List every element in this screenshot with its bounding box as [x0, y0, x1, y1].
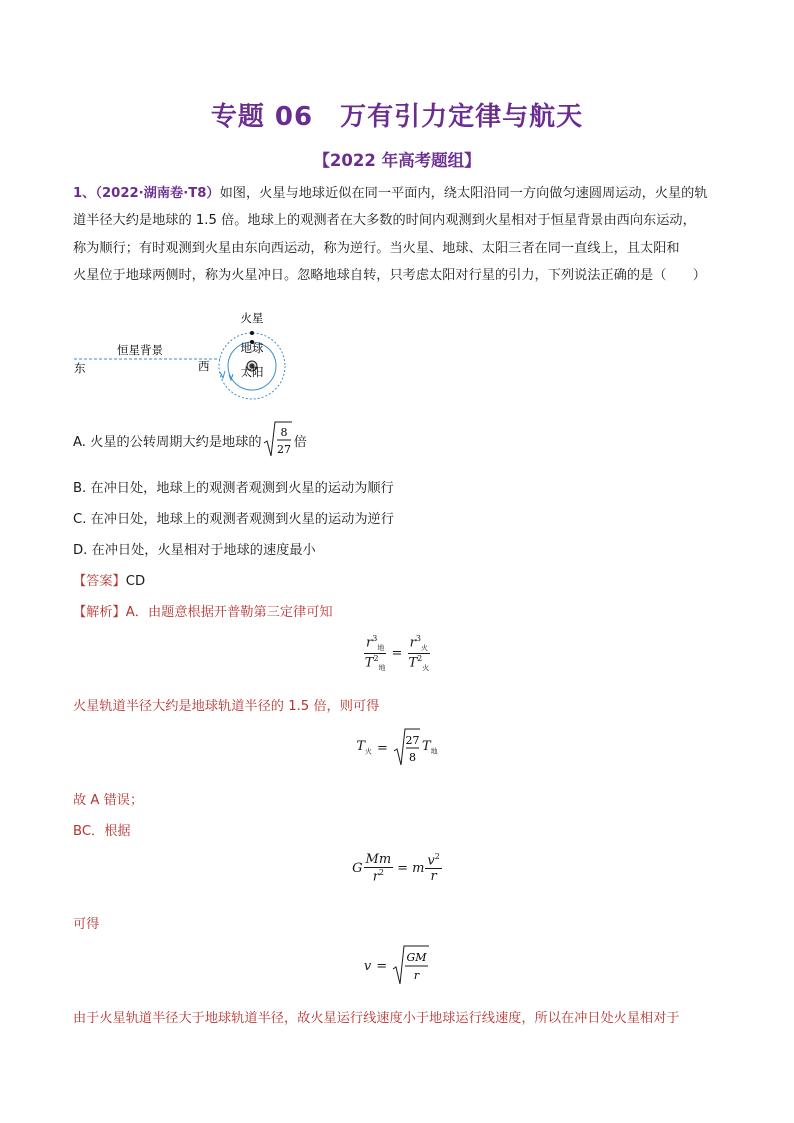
mars-dot [250, 331, 254, 335]
equation-kepler: $\frac{r^3_地}{T^2_地}$ = $\frac{r^3_火}{T^2_火}$ [364, 634, 430, 672]
label-earth: 地球 [240, 341, 264, 355]
analysis-line [73, 601, 333, 620]
analysis-label: 【解析】 [73, 605, 126, 620]
svg-text:r: r [413, 969, 420, 982]
equation-period: $T_火$ = 27 8 $T_地$ [0, 728, 794, 768]
svg-text:27: 27 [276, 443, 291, 456]
answer-line [73, 570, 145, 589]
answer-value: CD [125, 574, 146, 589]
label-sun: 太阳 [240, 365, 264, 379]
sqrt-gm-r-icon [392, 945, 430, 987]
sqrt-8-27-icon [263, 421, 293, 459]
answer-label: 【答案】 [73, 574, 126, 589]
equation-gravitation: G $\frac{Mm}{r^2}$ = m $\frac{v^2}{r}$ [352, 852, 440, 885]
svg-text:8: 8 [408, 751, 416, 764]
equation-velocity: v = GM r [0, 945, 794, 987]
question-source: （2022·湖南卷·T8） [95, 186, 220, 201]
label-west: 西 [198, 359, 210, 373]
question-number: 1、 [73, 186, 96, 201]
label-star-background: 恒星背景 [117, 343, 163, 357]
analysis-step-1: 火星轨道半径大约是地球轨道半径的 1.5 倍，则可得 [73, 699, 380, 714]
svg-text:GM: GM [406, 951, 427, 964]
question-line-3: 称为顺行；有时观测到火星由东向西运动，称为逆行。当火星、地球、太阳三者在同一直线上，且太阳和 [73, 240, 680, 256]
page-title: 专题 06 万有引力定律与航天 [210, 102, 584, 132]
analysis-final: 由于火星轨道半径大于地球轨道半径，故火星运行线速度小于地球运行线速度，所以在冲日处火星相对于 [73, 1011, 680, 1026]
label-mars: 火星 [240, 311, 264, 325]
svg-text:27: 27 [405, 734, 420, 747]
analysis-obtain: 可得 [73, 917, 100, 932]
section-subtitle: 【2022 年高考题组】 [313, 151, 481, 170]
analysis-conclusion-a: 故 A 错误； [73, 793, 144, 808]
option-a-text: A. 火星的公转周期大约是地球的 [73, 434, 262, 450]
question-1-text [73, 180, 723, 289]
orbit-diagram [70, 305, 300, 405]
analysis-intro: A．由题意根据开普勒第三定律可知 [125, 605, 333, 620]
option-a-suffix: 倍 [293, 434, 307, 450]
option-b: B. 在冲日处，地球上的观测者观测到火星的运动为顺行 [73, 481, 394, 496]
svg-text:8: 8 [280, 426, 288, 439]
analysis-bc-intro: BC．根据 [73, 824, 131, 839]
option-d: D. 在冲日处，火星相对于地球的速度最小 [73, 543, 316, 558]
question-line-2: 道半径大约是地球的 1.5 倍。地球上的观测者在大多数的时间内观测到火星相对于恒星背景由西向东运动， [73, 213, 696, 229]
label-east: 东 [74, 361, 86, 375]
question-line-4: 火星位于地球两侧时，称为火星冲日。忽略地球自转，只考虑太阳对行星的引力，下列说法正确的是（ ） [73, 267, 706, 283]
option-c: C. 在冲日处，地球上的观测者观测到火星的运动为逆行 [73, 512, 394, 527]
option-a [73, 421, 307, 459]
question-line-1: 如图，火星与地球近似在同一平面内，绕太阳沿同一方向做匀速圆周运动，火星的轨 [219, 186, 708, 201]
sqrt-27-8-icon [393, 728, 421, 768]
